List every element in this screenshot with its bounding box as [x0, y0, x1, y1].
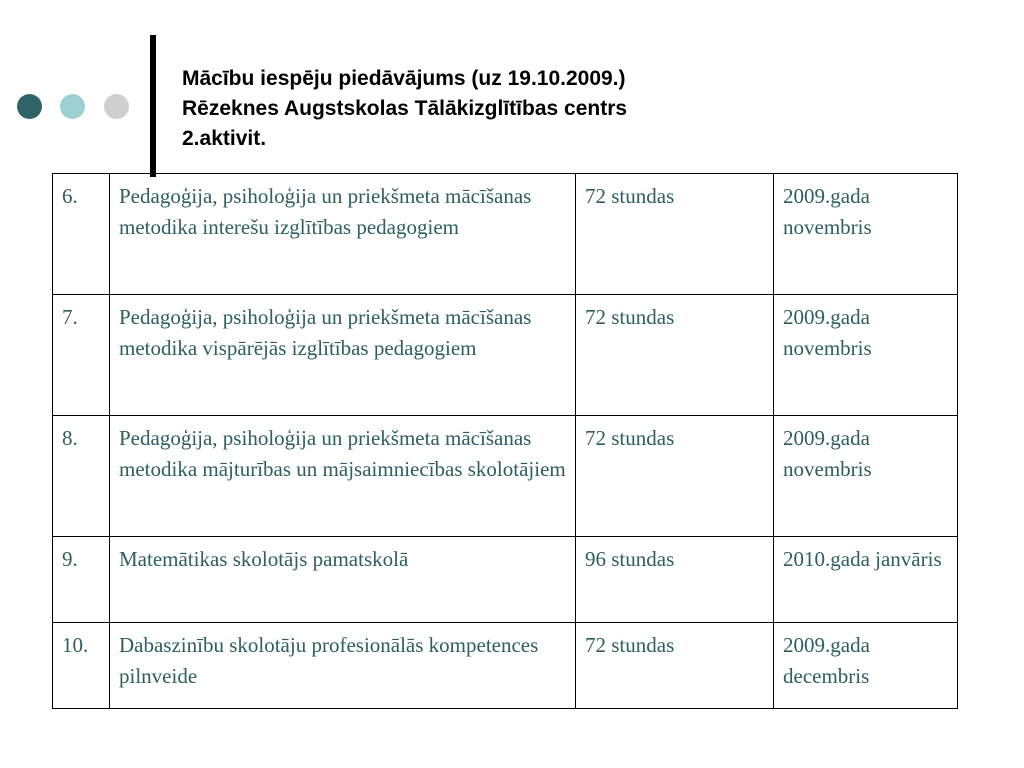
gray-dot-icon	[104, 94, 129, 119]
course-hours: 72 stundas	[576, 623, 774, 709]
vertical-divider	[150, 35, 156, 177]
course-table	[52, 173, 958, 709]
table-row	[53, 623, 958, 709]
course-date: 2009.gada novembris	[774, 295, 958, 416]
table-row	[53, 174, 958, 295]
course-date: 2009.gada novembris	[774, 416, 958, 537]
course-date: 2009.gada decembris	[774, 623, 958, 709]
course-title: Pedagoģija, psiholoģija un priekšmeta mācīšanas metodika mājturības un mājsaimniecības skolotājiem	[110, 416, 576, 537]
light-teal-dot-icon	[60, 94, 85, 119]
table-row	[53, 295, 958, 416]
row-number: 10.	[53, 623, 110, 709]
course-title: Pedagoģija, psiholoģija un priekšmeta mācīšanas metodika interešu izglītības pedagogiem	[110, 174, 576, 295]
table-row	[53, 416, 958, 537]
course-hours: 96 stundas	[576, 537, 774, 623]
course-title: Pedagoģija, psiholoģija un priekšmeta mācīšanas metodika vispārējās izglītības pedagogiem	[110, 295, 576, 416]
row-number: 9.	[53, 537, 110, 623]
course-hours: 72 stundas	[576, 416, 774, 537]
slide-title	[182, 64, 627, 154]
title-line-1: Mācību iespēju piedāvājums (uz 19.10.2009.)	[182, 67, 626, 90]
table-row	[53, 537, 958, 623]
course-title: Matemātikas skolotājs pamatskolā	[110, 537, 576, 623]
row-number: 6.	[53, 174, 110, 295]
course-hours: 72 stundas	[576, 295, 774, 416]
title-line-2: Rēzeknes Augstskolas Tālākizglītības centrs	[182, 97, 628, 120]
course-hours: 72 stundas	[576, 174, 774, 295]
row-number: 7.	[53, 295, 110, 416]
course-title: Dabaszinību skolotāju profesionālās kompetences pilnveide	[110, 623, 576, 709]
title-line-3: 2.aktivit.	[182, 127, 267, 150]
course-date: 2010.gada janvāris	[774, 537, 958, 623]
row-number: 8.	[53, 416, 110, 537]
dark-teal-dot-icon	[17, 94, 42, 119]
course-date: 2009.gada novembris	[774, 174, 958, 295]
